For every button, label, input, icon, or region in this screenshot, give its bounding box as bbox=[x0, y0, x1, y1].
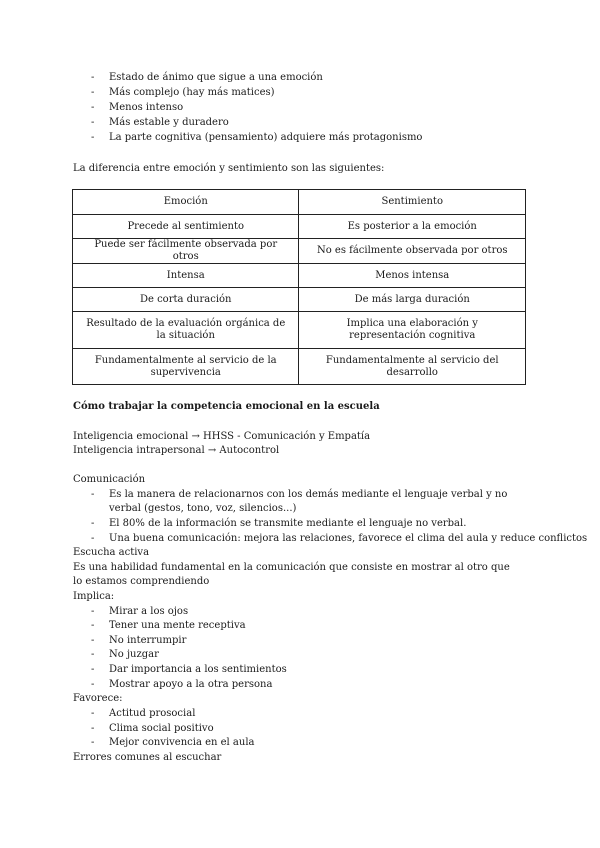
bullet-text: Menos intenso bbox=[109, 102, 184, 113]
implica-label: Implica: bbox=[73, 591, 115, 602]
intel-line-intrapersonal: Inteligencia intrapersonal → Autocontrol bbox=[73, 445, 280, 456]
table-header-row bbox=[73, 190, 526, 215]
table-cell: Implica una elaboración y representación cognitiva bbox=[299, 312, 526, 349]
bullet-text: Dar importancia a los sentimientos bbox=[109, 664, 287, 675]
bullet-dash: - bbox=[91, 664, 95, 675]
table-row bbox=[73, 264, 526, 288]
table-cell: Puede ser fácilmente observada por otros bbox=[73, 239, 299, 264]
bullet-dash: - bbox=[91, 102, 95, 113]
table-row bbox=[73, 239, 526, 264]
table-cell: Fundamentalmente al servicio del desarrollo bbox=[299, 349, 526, 385]
section-title: Cómo trabajar la competencia emocional en la escuela bbox=[73, 401, 380, 412]
table-header-cell: Sentimiento bbox=[299, 190, 526, 215]
bullet-text: Más estable y duradero bbox=[109, 117, 229, 128]
table-cell: Es posterior a la emoción bbox=[299, 215, 526, 239]
bullet-dash: - bbox=[91, 679, 95, 690]
bullet-dash: - bbox=[91, 518, 95, 529]
bullet-dash: - bbox=[91, 489, 95, 500]
table-row bbox=[73, 215, 526, 239]
table-cell: Precede al sentimiento bbox=[73, 215, 299, 239]
table-row bbox=[73, 312, 526, 349]
table-cell: No es fácilmente observada por otros bbox=[299, 239, 526, 264]
table-cell: Resultado de la evaluación orgánica de la situación bbox=[73, 312, 299, 349]
bullet-dash: - bbox=[91, 723, 95, 734]
bullet-text: Es la manera de relacionarnos con los demás mediante el lenguaje verbal y no verbal (gestos, tono, voz, silencios...) bbox=[109, 489, 508, 514]
bullet-dash: - bbox=[91, 737, 95, 748]
table-header-cell: Emoción bbox=[73, 190, 299, 215]
emotion-feeling-table bbox=[72, 189, 526, 385]
intel-line-emocional: Inteligencia emocional → HHSS - Comunicación y Empatía bbox=[73, 431, 371, 442]
bullet-text: Actitud prosocial bbox=[109, 708, 196, 719]
bullet-dash: - bbox=[91, 649, 95, 660]
bullet-text: No interrumpir bbox=[109, 635, 187, 646]
bullet-dash: - bbox=[91, 533, 95, 544]
bullet-text: Mirar a los ojos bbox=[109, 606, 189, 617]
bullet-dash: - bbox=[91, 708, 95, 719]
errores-title: Errores comunes al escuchar bbox=[73, 752, 222, 763]
bullet-text: Clima social positivo bbox=[109, 723, 214, 734]
escucha-description: Es una habilidad fundamental en la comunicación que consiste en mostrar al otro que lo estamos comprendiendo bbox=[73, 562, 510, 587]
escucha-title: Escucha activa bbox=[73, 547, 150, 558]
bullet-dash: - bbox=[91, 72, 95, 83]
table-cell: Intensa bbox=[73, 264, 299, 288]
table-row bbox=[73, 349, 526, 385]
bullet-text: Mejor convivencia en el aula bbox=[109, 737, 255, 748]
bullet-text: Tener una mente receptiva bbox=[109, 620, 246, 631]
bullet-text: Mostrar apoyo a la otra persona bbox=[109, 679, 273, 690]
bullet-dash: - bbox=[91, 117, 95, 128]
bullet-dash: - bbox=[91, 635, 95, 646]
bullet-dash: - bbox=[91, 87, 95, 98]
table-row bbox=[73, 288, 526, 312]
bullet-text: Una buena comunicación: mejora las relaciones, favorece el clima del aula y reduce conflictos bbox=[109, 533, 588, 544]
comunicacion-title: Comunicación bbox=[73, 474, 146, 485]
bullet-text: Estado de ánimo que sigue a una emoción bbox=[109, 72, 323, 83]
bullet-dash: - bbox=[91, 606, 95, 617]
favorece-label: Favorece: bbox=[73, 693, 123, 704]
bullet-dash: - bbox=[91, 620, 95, 631]
table-cell: Menos intensa bbox=[299, 264, 526, 288]
bullet-text: Más complejo (hay más matices) bbox=[109, 87, 275, 98]
bullet-text: El 80% de la información se transmite mediante el lenguaje no verbal. bbox=[109, 518, 467, 529]
bullet-text: La parte cognitiva (pensamiento) adquiere más protagonismo bbox=[109, 132, 423, 143]
bullet-text: No juzgar bbox=[109, 649, 159, 660]
intro-paragraph: La diferencia entre emoción y sentimiento son las siguientes: bbox=[73, 163, 385, 174]
table-cell: Fundamentalmente al servicio de la supervivencia bbox=[73, 349, 299, 385]
table-cell: De más larga duración bbox=[299, 288, 526, 312]
table-cell: De corta duración bbox=[73, 288, 299, 312]
bullet-dash: - bbox=[91, 132, 95, 143]
